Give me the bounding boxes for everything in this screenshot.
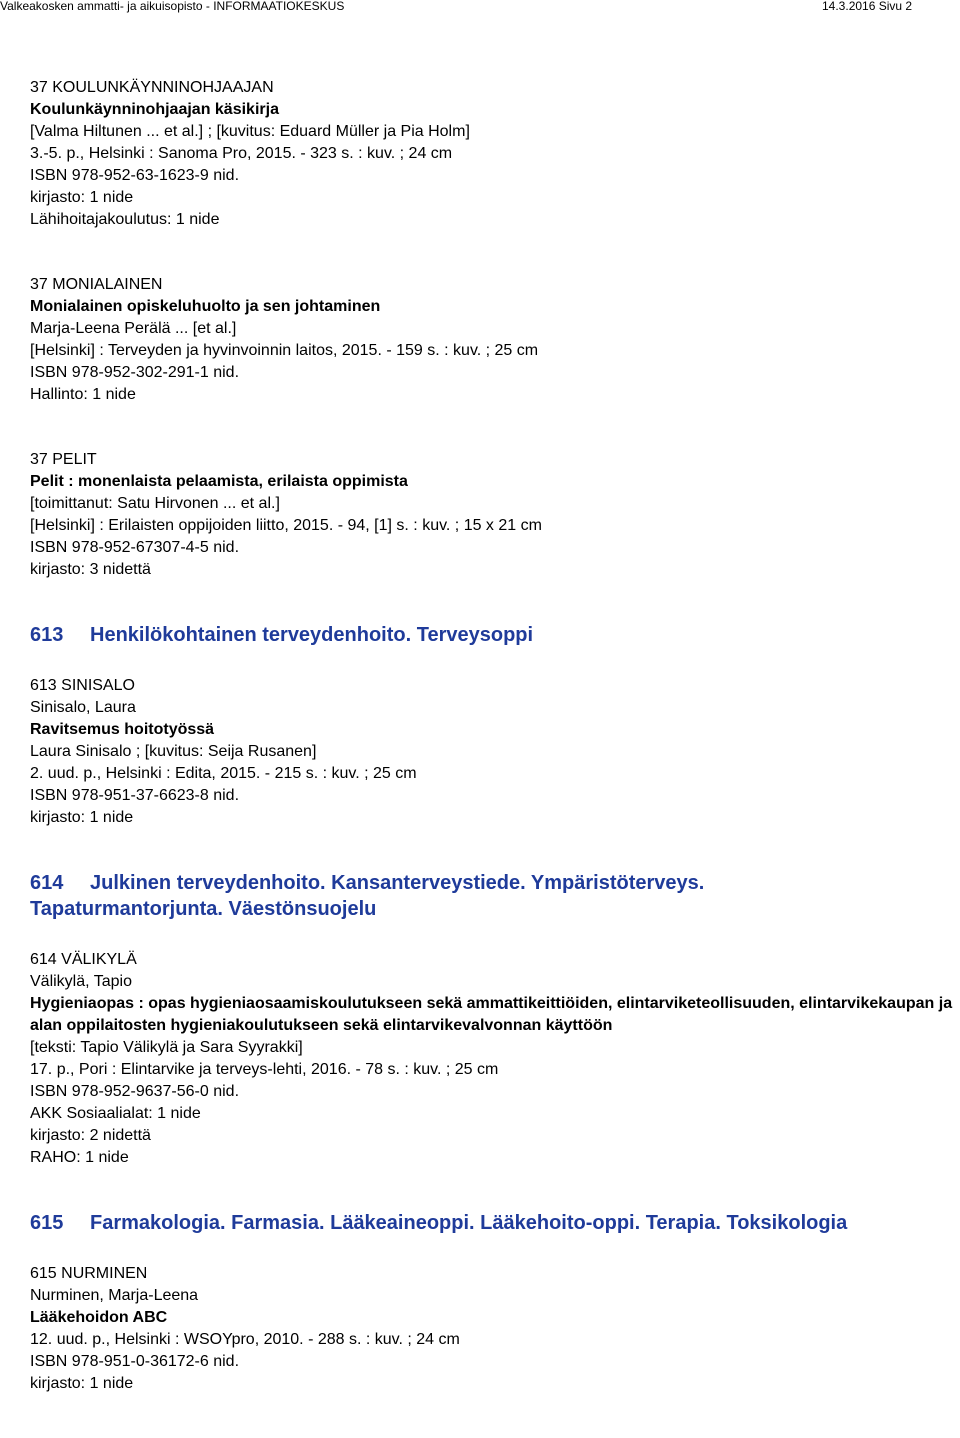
entry-detail: ISBN 978-952-302-291-1 nid.	[30, 364, 240, 381]
entry-detail: ISBN 978-951-0-36172-6 nid.	[30, 1353, 240, 1370]
entry-detail: [toimittanut: Satu Hirvonen ... et al.]	[30, 495, 280, 512]
section-title-line1: Julkinen terveydenhoito. Kansanterveystiede. Ympäristöterveys.	[90, 872, 705, 894]
entry-detail: Lähihoitajakoulutus: 1 nide	[30, 211, 220, 228]
entry-detail: ISBN 978-952-67307-4-5 nid.	[30, 539, 240, 556]
entry-detail: Sinisalo, Laura	[30, 699, 136, 716]
entry-detail: kirjasto: 1 nide	[30, 1375, 134, 1392]
entry-title: Ravitsemus hoitotyössä	[30, 721, 215, 738]
catalog-entry	[30, 1263, 960, 1395]
entry-detail: kirjasto: 1 nide	[30, 809, 134, 826]
entry-detail: kirjasto: 3 nidettä	[30, 561, 151, 578]
section-heading-614	[30, 870, 960, 922]
catalog-entry	[30, 77, 960, 231]
entry-classmark: 37 KOULUNKÄYNNINOHJAAJAN	[30, 79, 274, 96]
entry-detail: 2. uud. p., Helsinki : Edita, 2015. - 215 s. : kuv. ; 25 cm	[30, 765, 417, 782]
header-institution: Valkeakosken ammatti- ja aikuisopisto - INFORMAATIOKESKUS	[0, 0, 345, 13]
entry-title: Koulunkäynninohjaajan käsikirja	[30, 101, 279, 118]
entry-classmark: 615 NURMINEN	[30, 1265, 148, 1282]
page-header	[0, 0, 960, 14]
entry-title: Hygieniaopas : opas hygieniaosaamiskoulutukseen sekä ammattikeittiöiden, elintarviketeollisuuden, elintarvikekaupan ja alan oppilaitosten hygieniakoulutukseen sekä elintarvikevalvonnan käyttöön	[30, 995, 953, 1034]
entry-detail: Marja-Leena Perälä ... [et al.]	[30, 320, 237, 337]
entry-detail: kirjasto: 1 nide	[30, 189, 134, 206]
entry-detail: [Valma Hiltunen ... et al.] ; [kuvitus: Eduard Müller ja Pia Holm]	[30, 123, 470, 140]
section-heading-615	[30, 1210, 960, 1236]
entry-detail: Välikylä, Tapio	[30, 973, 132, 990]
entry-detail: [Helsinki] : Terveyden ja hyvinvoinnin laitos, 2015. - 159 s. : kuv. ; 25 cm	[30, 342, 539, 359]
entry-detail: Nurminen, Marja-Leena	[30, 1287, 199, 1304]
entry-detail: AKK Sosiaalialat: 1 nide	[30, 1105, 201, 1122]
entry-title: Pelit : monenlaista pelaamista, erilaista oppimista	[30, 473, 408, 490]
catalog-entry	[30, 274, 960, 406]
entry-detail: 12. uud. p., Helsinki : WSOYpro, 2010. - 288 s. : kuv. ; 24 cm	[30, 1331, 460, 1348]
section-title: Farmakologia. Farmasia. Lääkeaineoppi. Lääkehoito-oppi. Terapia. Toksikologia	[90, 1212, 848, 1234]
entry-classmark: 37 MONIALAINEN	[30, 276, 163, 293]
catalog-entry	[30, 949, 960, 1169]
catalog-entry	[30, 449, 960, 581]
entry-title: Monialainen opiskeluhuolto ja sen johtaminen	[30, 298, 381, 315]
entry-detail: [teksti: Tapio Välikylä ja Sara Syyrakki]	[30, 1039, 303, 1056]
entry-detail: [Helsinki] : Erilaisten oppijoiden liitto, 2015. - 94, [1] s. : kuv. ; 15 x 21 cm	[30, 517, 542, 534]
section-title: Henkilökohtainen terveydenhoito. Terveysoppi	[90, 624, 534, 646]
entry-detail: ISBN 978-951-37-6623-8 nid.	[30, 787, 240, 804]
section-title-line2: Tapaturmantorjunta. Väestönsuojelu	[30, 898, 377, 920]
entry-detail: Laura Sinisalo ; [kuvitus: Seija Rusanen]	[30, 743, 317, 760]
entry-detail: ISBN 978-952-63-1623-9 nid.	[30, 167, 240, 184]
entry-group-613	[30, 675, 960, 829]
entry-group-615	[30, 1263, 960, 1395]
entry-group-37	[30, 77, 960, 581]
entry-classmark: 613 SINISALO	[30, 677, 135, 694]
entry-classmark: 614 VÄLIKYLÄ	[30, 951, 137, 968]
entry-detail: 3.-5. p., Helsinki : Sanoma Pro, 2015. - 323 s. : kuv. ; 24 cm	[30, 145, 453, 162]
section-number: 615	[30, 1212, 64, 1234]
entry-detail: 17. p., Pori : Elintarvike ja terveys-lehti, 2016. - 78 s. : kuv. ; 25 cm	[30, 1061, 499, 1078]
header-date-page: 14.3.2016 Sivu 2	[822, 0, 913, 13]
entry-classmark: 37 PELIT	[30, 451, 97, 468]
entry-group-614	[30, 949, 960, 1169]
section-heading-613	[30, 622, 960, 648]
section-number: 613	[30, 624, 64, 646]
catalog-entry	[30, 675, 960, 829]
entry-title: Lääkehoidon ABC	[30, 1309, 168, 1326]
entry-detail: kirjasto: 2 nidettä	[30, 1127, 151, 1144]
entry-detail: Hallinto: 1 nide	[30, 386, 136, 403]
catalog-content	[30, 77, 960, 1438]
entry-detail: ISBN 978-952-9637-56-0 nid.	[30, 1083, 240, 1100]
section-number: 614	[30, 872, 64, 894]
entry-detail: RAHO: 1 nide	[30, 1149, 129, 1166]
